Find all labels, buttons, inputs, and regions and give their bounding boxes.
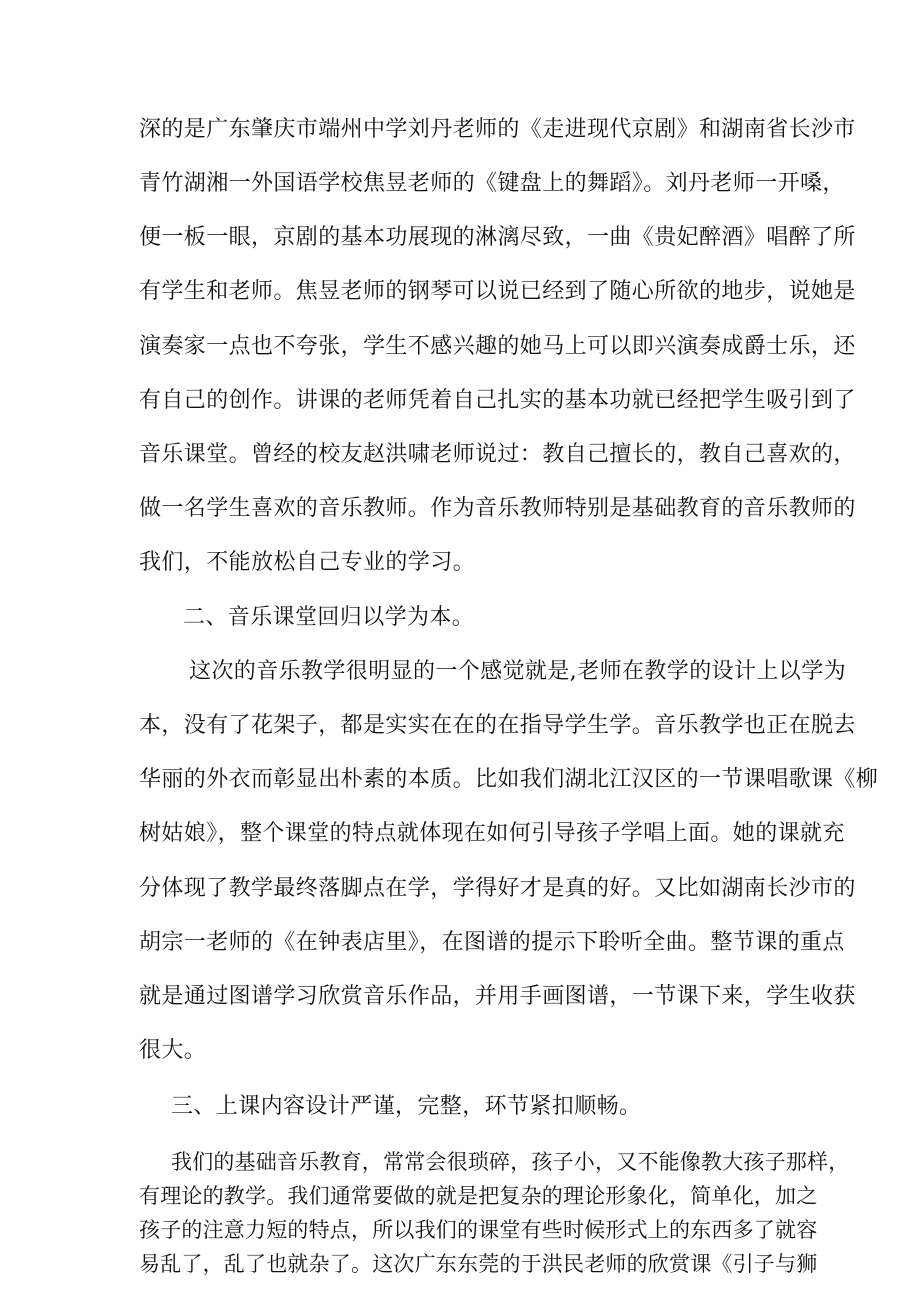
paragraph-2-line: 本，没有了花架子，都是实实在在的在指导学生学。音乐教学也正在脱去: [139, 713, 856, 738]
paragraph-2-line: 就是通过图谱学习欣赏音乐作品，并用手画图谱，一节课下来，学生收获: [139, 984, 856, 1009]
paragraph-3-line: 易乱了，乱了也就杂了。这次广东东莞的于洪民老师的欣赏课《引子与狮: [139, 1252, 818, 1276]
paragraph-3-line: 孩子的注意力短的特点，所以我们的课堂有些时候形式上的东西多了就容: [139, 1218, 818, 1242]
paragraph-1-line: 便一板一眼，京剧的基本功展现的淋漓尽致，一曲《贵妃醉酒》唱醉了所: [139, 225, 856, 250]
paragraph-1-line: 有学生和老师。焦昱老师的钢琴可以说已经到了随心所欲的地步，说她是: [139, 279, 856, 304]
paragraph-2-line: 很大。: [139, 1038, 207, 1063]
paragraph-3-line: 有理论的教学。我们通常要做的就是把复杂的理论形象化，简单化，加之: [139, 1184, 818, 1208]
paragraph-1-line: 青竹湖湘一外国语学校焦昱老师的《键盘上的舞蹈》。刘丹老师一开嗓，: [139, 171, 845, 196]
paragraph-2-line: 华丽的外衣而彰显出朴素的本质。比如我们湖北江汉区的一节课唱歌课《柳: [139, 767, 879, 792]
paragraph-3-line: 我们的基础音乐教育，常常会很琐碎，孩子小，又不能像教大孩子那样，: [171, 1150, 850, 1174]
paragraph-2-line: 胡宗一老师的《在钟表店里》，在图谱的提示下聆听全曲。整节课的重点: [139, 930, 845, 955]
paragraph-1-line: 有自己的创作。讲课的老师凭着自己扎实的基本功就已经把学生吸引到了: [139, 388, 856, 413]
paragraph-1-line: 我们，不能放松自己专业的学习。: [139, 550, 476, 575]
paragraph-1-line: 深的是广东肇庆市端州中学刘丹老师的《走进现代京剧》和湖南省长沙市: [139, 117, 856, 142]
paragraph-2-line: 树姑娘》，整个课堂的特点就体现在如何引导孩子学唱上面。她的课就充: [139, 821, 845, 846]
paragraph-1-line: 做一名学生喜欢的音乐教师。作为音乐教师特别是基础教育的音乐教师的: [139, 496, 856, 521]
paragraph-2-line: 这次的音乐教学很明显的一个感觉就是,老师在教学的设计上以学为: [189, 659, 846, 684]
paragraph-2-line: 分体现了教学最终落脚点在学，学得好才是真的好。又比如湖南长沙市的: [139, 876, 856, 901]
paragraph-1-line: 音乐课堂。曾经的校友赵洪啸老师说过：教自己擅长的，教自己喜欢的，: [139, 442, 856, 467]
section-heading-3: 三、上课内容设计严谨，完整，环节紧扣顺畅。: [171, 1094, 642, 1119]
paragraph-1-line: 演奏家一点也不夸张，学生不感兴趣的她马上可以即兴演奏成爵士乐，还: [139, 334, 856, 359]
section-heading-2: 二、音乐课堂回归以学为本。: [183, 605, 475, 630]
